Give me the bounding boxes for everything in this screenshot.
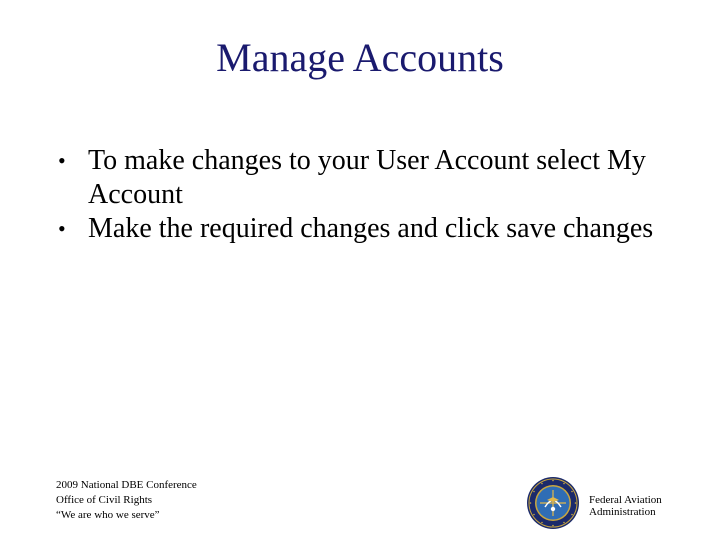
slide-title: Manage Accounts xyxy=(216,35,504,80)
bullet-item xyxy=(56,212,676,246)
faa-seal-icon xyxy=(526,476,580,530)
footer-office-line: Office of Civil Rights xyxy=(56,494,153,506)
bullet-item xyxy=(56,144,676,212)
footer-motto-line: “We are who we serve” xyxy=(56,509,160,521)
bullet-icon: • xyxy=(58,148,66,173)
footer-conference-line: 2009 National DBE Conference xyxy=(56,479,197,491)
footer-left xyxy=(56,478,197,523)
footer-agency-line-2: Administration xyxy=(589,506,656,518)
footer-agency-line-1: Federal Aviation xyxy=(589,494,662,506)
bullet-icon: • xyxy=(58,216,66,241)
bullet-list xyxy=(56,144,676,246)
bullet-text: To make changes to your User Account select My Account xyxy=(88,145,646,210)
footer-right xyxy=(589,494,662,518)
bullet-text: Make the required changes and click save changes xyxy=(88,213,654,244)
